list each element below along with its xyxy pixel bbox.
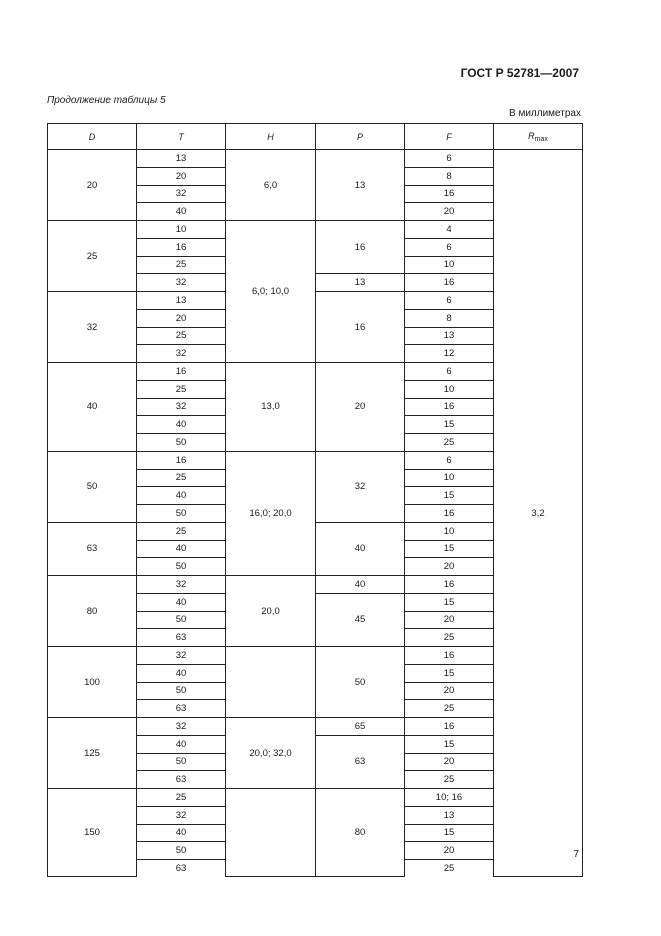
t-value: 40 (137, 593, 226, 611)
f-value: 10 (405, 469, 494, 487)
document-code: ГОСТ Р 52781—2007 (460, 66, 579, 80)
header-row (48, 124, 583, 150)
p-value: 45 (316, 593, 405, 646)
t-value: 13 (137, 150, 226, 168)
f-value: 16 (405, 274, 494, 292)
p-value: 32 (316, 451, 405, 522)
d-value: 50 (48, 451, 137, 522)
d-value: 20 (48, 150, 137, 221)
t-value: 50 (137, 842, 226, 860)
f-value: 10 (405, 256, 494, 274)
h-value (226, 789, 316, 877)
header-d: D (48, 124, 137, 150)
t-value: 50 (137, 505, 226, 523)
header-t: T (137, 124, 226, 150)
f-value: 16 (405, 505, 494, 523)
t-value: 50 (137, 434, 226, 452)
t-value: 40 (137, 416, 226, 434)
d-value: 80 (48, 576, 137, 647)
f-value: 15 (405, 540, 494, 558)
t-value: 50 (137, 558, 226, 576)
t-value: 25 (137, 256, 226, 274)
d-value: 125 (48, 718, 137, 789)
t-value: 63 (137, 860, 226, 877)
t-value: 50 (137, 611, 226, 629)
f-value: 6 (405, 363, 494, 381)
t-value: 16 (137, 363, 226, 381)
f-value: 8 (405, 309, 494, 327)
t-value: 63 (137, 771, 226, 789)
t-value: 25 (137, 522, 226, 540)
d-value: 40 (48, 363, 137, 452)
t-value: 32 (137, 345, 226, 363)
t-value: 63 (137, 700, 226, 718)
f-value: 20 (405, 842, 494, 860)
f-value: 13 (405, 806, 494, 824)
header-p: P (316, 124, 405, 150)
t-value: 63 (137, 629, 226, 647)
f-value: 13 (405, 327, 494, 345)
h-value: 20,0; 32,0 (226, 718, 316, 789)
t-value: 16 (137, 451, 226, 469)
header-h: H (226, 124, 316, 150)
p-value: 40 (316, 576, 405, 594)
p-value: 13 (316, 150, 405, 221)
d-value: 32 (48, 292, 137, 363)
t-value: 32 (137, 398, 226, 416)
f-value: 15 (405, 735, 494, 753)
t-value: 13 (137, 292, 226, 310)
t-value: 32 (137, 647, 226, 665)
table-row (48, 150, 583, 168)
t-value: 25 (137, 469, 226, 487)
h-value (226, 647, 316, 718)
f-value: 16 (405, 185, 494, 203)
t-value: 50 (137, 682, 226, 700)
p-value: 20 (316, 363, 405, 452)
f-value: 6 (405, 451, 494, 469)
dimensions-table (47, 123, 583, 877)
f-value: 10 (405, 380, 494, 398)
f-value: 16 (405, 647, 494, 665)
t-value: 10 (137, 221, 226, 239)
t-value: 25 (137, 380, 226, 398)
h-value: 6,0 (226, 150, 316, 221)
t-value: 20 (137, 309, 226, 327)
t-value: 16 (137, 238, 226, 256)
f-value: 16 (405, 576, 494, 594)
f-value: 20 (405, 753, 494, 771)
h-value: 13,0 (226, 363, 316, 452)
d-value: 25 (48, 221, 137, 292)
t-value: 25 (137, 789, 226, 807)
t-value: 40 (137, 540, 226, 558)
f-value: 15 (405, 593, 494, 611)
h-value: 20,0 (226, 576, 316, 647)
f-value: 20 (405, 558, 494, 576)
t-value: 25 (137, 327, 226, 345)
p-value: 65 (316, 718, 405, 736)
d-value: 100 (48, 647, 137, 718)
p-value: 50 (316, 647, 405, 718)
t-value: 32 (137, 274, 226, 292)
f-value: 16 (405, 718, 494, 736)
f-value: 6 (405, 292, 494, 310)
p-value: 16 (316, 221, 405, 274)
header-r-max (494, 124, 583, 150)
f-value: 15 (405, 416, 494, 434)
f-value: 20 (405, 611, 494, 629)
header-f: F (405, 124, 494, 150)
f-value: 25 (405, 629, 494, 647)
header-r-subscript: max (534, 135, 548, 143)
f-value: 15 (405, 487, 494, 505)
f-value: 6 (405, 238, 494, 256)
t-value: 40 (137, 824, 226, 842)
f-value: 12 (405, 345, 494, 363)
table-caption: Продолжение таблицы 5 (47, 95, 166, 106)
t-value: 40 (137, 735, 226, 753)
f-value: 15 (405, 664, 494, 682)
t-value: 40 (137, 203, 226, 221)
d-value: 63 (48, 522, 137, 575)
h-value: 6,0; 10,0 (226, 221, 316, 363)
units-note: В миллиметрах (509, 108, 581, 119)
t-value: 40 (137, 664, 226, 682)
f-value: 10 (405, 522, 494, 540)
f-value: 6 (405, 150, 494, 168)
t-value: 32 (137, 185, 226, 203)
t-value: 32 (137, 718, 226, 736)
f-value: 8 (405, 167, 494, 185)
f-value: 25 (405, 700, 494, 718)
t-value: 32 (137, 806, 226, 824)
page-number: 7 (573, 849, 579, 860)
f-value: 20 (405, 203, 494, 221)
t-value: 32 (137, 576, 226, 594)
f-value: 20 (405, 682, 494, 700)
f-value: 10; 16 (405, 789, 494, 807)
f-value: 25 (405, 771, 494, 789)
p-value: 13 (316, 274, 405, 292)
r-max-value: 3,2 (494, 150, 583, 877)
table-body (48, 150, 583, 877)
t-value: 20 (137, 167, 226, 185)
f-value: 4 (405, 221, 494, 239)
p-value: 40 (316, 522, 405, 575)
p-value: 16 (316, 292, 405, 363)
d-value: 150 (48, 789, 137, 877)
p-value: 80 (316, 789, 405, 877)
f-value: 25 (405, 434, 494, 452)
t-value: 50 (137, 753, 226, 771)
f-value: 25 (405, 860, 494, 877)
f-value: 16 (405, 398, 494, 416)
p-value: 63 (316, 735, 405, 788)
header-r-letter: R (528, 130, 535, 141)
h-value: 16,0; 20,0 (226, 451, 316, 575)
f-value: 15 (405, 824, 494, 842)
t-value: 40 (137, 487, 226, 505)
